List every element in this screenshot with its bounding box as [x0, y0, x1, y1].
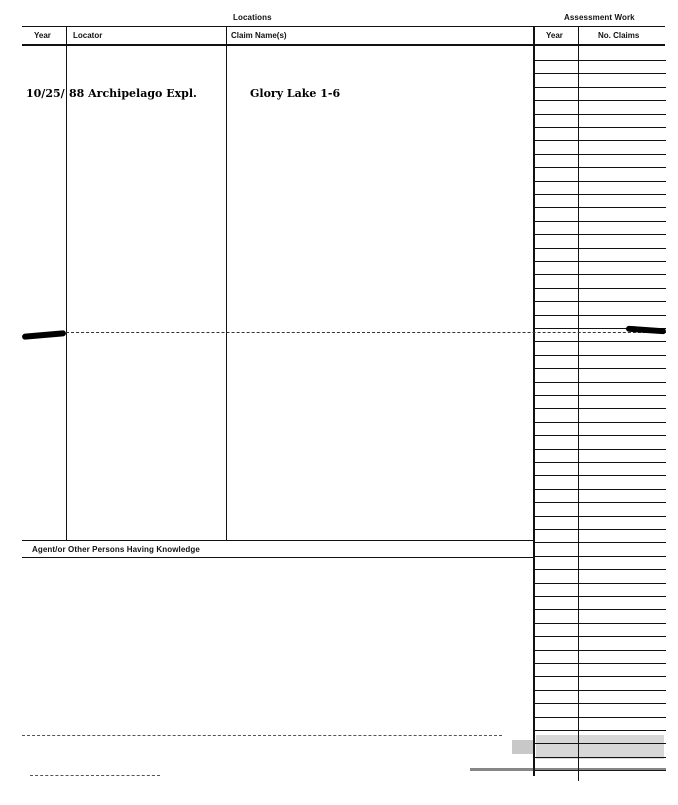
bottom-scan-line-left [30, 775, 160, 776]
assessment-row-rule [533, 690, 666, 691]
assessment-row-rule [533, 301, 666, 302]
assessment-row-rule [533, 261, 666, 262]
locations-bottom-rule [22, 540, 534, 541]
year-column-header: Year [34, 31, 51, 40]
assessment-row-rule [533, 609, 666, 610]
assessment-row-rule [533, 408, 666, 409]
assessment-year-column-header: Year [546, 31, 563, 40]
assessment-row-rule [533, 382, 666, 383]
entry-year: 10/25/ [26, 87, 65, 100]
assessment-row-rule [533, 368, 666, 369]
assessment-row-rule [533, 248, 666, 249]
header-top-rule [22, 26, 665, 27]
assessment-row-rule [533, 395, 666, 396]
assessment-row-rule [533, 703, 666, 704]
scan-smudge-bottom [470, 768, 666, 771]
assessment-row-rule [533, 341, 666, 342]
assessment-row-rule [533, 87, 666, 88]
agent-section-label: Agent/or Other Persons Having Knowledge [32, 545, 200, 554]
assessment-row-rule [533, 449, 666, 450]
divider-locator-claims [226, 26, 227, 540]
assessment-row-rule [533, 167, 666, 168]
assessment-row-rule [533, 114, 666, 115]
locator-column-header: Locator [73, 31, 103, 40]
assessment-row-rule [533, 475, 666, 476]
agent-section-rule [22, 557, 534, 558]
assessment-row-rule [533, 542, 666, 543]
header-bottom-rule [22, 44, 665, 46]
scan-noise-patch [536, 735, 664, 759]
assessment-row-rule [533, 676, 666, 677]
left-binding-mark [22, 330, 66, 340]
assessment-row-rule [533, 636, 666, 637]
entry-locator: 88 Archipelago Expl. [69, 87, 197, 100]
assessment-claims-column-header: No. Claims [598, 31, 640, 40]
assessment-row-rule [533, 234, 666, 235]
assessment-row-rule [533, 663, 666, 664]
assessment-row-rule [533, 221, 666, 222]
locations-heading: Locations [233, 13, 272, 22]
claim-names-column-header: Claim Name(s) [231, 31, 287, 40]
assessment-row-rule [533, 100, 666, 101]
assessment-row-rule [533, 60, 666, 61]
assessment-row-rule [533, 288, 666, 289]
assessment-row-rule [533, 315, 666, 316]
assessment-row-rule [533, 181, 666, 182]
assessment-row-rule [533, 422, 666, 423]
assessment-row-rule [533, 596, 666, 597]
assessment-row-rule [533, 127, 666, 128]
fold-line [66, 332, 666, 333]
assessment-row-rule [533, 154, 666, 155]
assessment-row-rule [533, 650, 666, 651]
assessment-row-rule [533, 207, 666, 208]
assessment-row-rule [533, 583, 666, 584]
assessment-row-rule [533, 489, 666, 490]
right-binding-mark [626, 326, 666, 335]
assessment-row-rule [533, 569, 666, 570]
assessment-row-rule [533, 529, 666, 530]
assessment-row-rule [533, 730, 666, 731]
assessment-row-rule [533, 140, 666, 141]
entry-claim-names: Glory Lake 1-6 [250, 87, 341, 100]
assessment-row-rule [533, 717, 666, 718]
assessment-row-rule [533, 73, 666, 74]
assessment-row-rule [533, 556, 666, 557]
divider-year-locator [66, 26, 67, 540]
assessment-row-rule [533, 462, 666, 463]
assessment-row-rule [533, 435, 666, 436]
assessment-row-rule [533, 516, 666, 517]
assessment-row-rule [533, 194, 666, 195]
assessment-row-rule [533, 355, 666, 356]
bottom-scan-line [22, 735, 502, 736]
assessment-row-rule [533, 274, 666, 275]
assessment-work-heading: Assessment Work [564, 13, 635, 22]
scan-noise-left [512, 740, 534, 754]
assessment-row-rule [533, 623, 666, 624]
assessment-row-rule [533, 502, 666, 503]
